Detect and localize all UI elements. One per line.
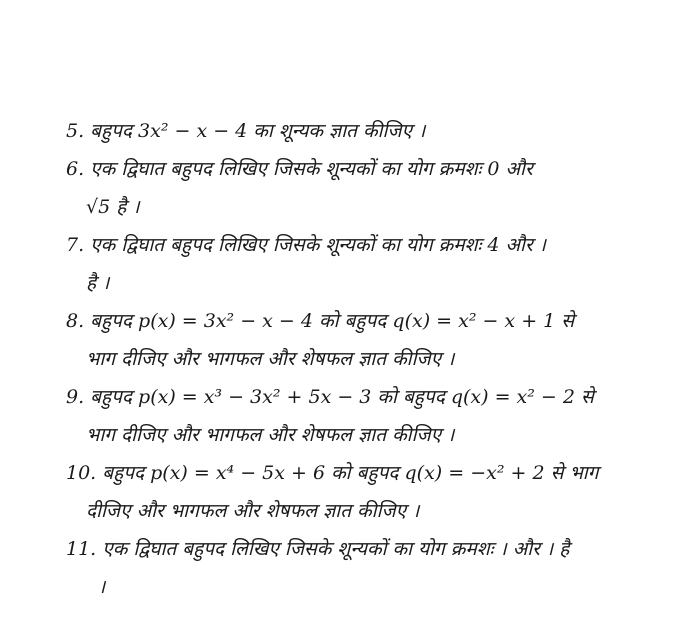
question-line-continued: भाग दीजिए और भागफल और शेषफल ज्ञात कीजिए ।	[86, 348, 455, 370]
question-line: 5. बहुपद 3x² − x − 4 का शून्यक ज्ञात कीजिए ।	[66, 120, 426, 142]
question-line: 6. एक द्विघात बहुपद लिखिए जिसके शून्यकों का योग क्रमशः 0 और	[66, 158, 533, 180]
question-line: 10. बहुपद p(x) = x⁴ − 5x + 6 को बहुपद q(x) = −x² + 2 से भाग	[66, 462, 599, 484]
question-6	[66, 150, 666, 226]
question-line-continued: √5 है ।	[86, 196, 140, 218]
question-line-continued: दीजिए और भागफल और शेषफल ज्ञात कीजिए ।	[86, 500, 420, 522]
question-list	[66, 112, 666, 606]
question-7	[66, 226, 666, 302]
question-line-continued: ।	[98, 576, 106, 598]
question-10	[66, 454, 666, 530]
question-9	[66, 378, 666, 454]
question-8	[66, 302, 666, 378]
question-11	[66, 530, 666, 606]
question-line-continued: भाग दीजिए और भागफल और शेषफल ज्ञात कीजिए ।	[86, 424, 455, 446]
question-5	[66, 112, 666, 150]
question-line: 11. एक द्विघात बहुपद लिखिए जिसके शून्यकों का योग क्रमशः । और । है	[66, 538, 570, 560]
question-line: 7. एक द्विघात बहुपद लिखिए जिसके शून्यकों का योग क्रमशः 4 और ।	[66, 234, 546, 256]
question-line-continued: है ।	[86, 272, 110, 294]
question-line: 8. बहुपद p(x) = 3x² − x − 4 को बहुपद q(x) = x² − x + 1 से	[66, 310, 575, 332]
question-line: 9. बहुपद p(x) = x³ − 3x² + 5x − 3 को बहुपद q(x) = x² − 2 से	[66, 386, 594, 408]
